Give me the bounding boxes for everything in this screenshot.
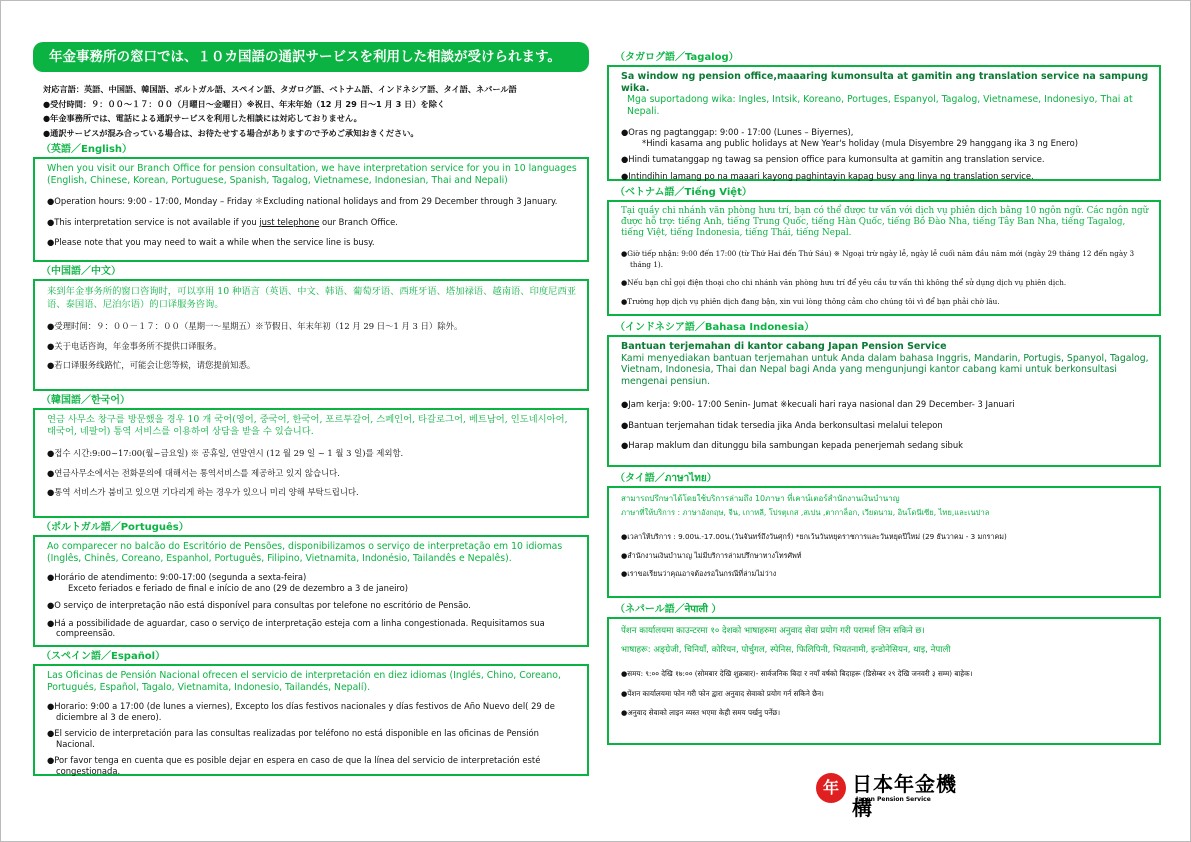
section-title-spanish: （スペイン語／Español） <box>41 651 166 662</box>
nepali-item-hours: ●समय: ९:०० देखि १७:०० (सोमबार देखि शुक्रबार)- सार्वजनिक बिदा र नयाँ वर्षको बिदाहरू (डिसेम्बर २९ देखि जनवरी ३ सम्म) बाहेक। <box>621 669 973 678</box>
korean-lead: 연금 사무소 창구를 방문했을 경우 10 개 국어(영어, 중국어, 한국어, 포르투갈어, 스페인어, 타갈로그어, 베트남어, 인도네시아어, 태국어, 네팔어) 통역 서비스를 이용하여 상담을 받을 수 있습니다. <box>47 414 568 437</box>
section-vietnamese <box>607 200 1161 316</box>
spanish-item-wait: ●Por favor tenga en cuenta que es posible dejar en espera en caso de que la línea del servicio de interpretación esté congestionada. <box>47 755 541 776</box>
spanish-item-hours: ●Horario: 9:00 a 17:00 (de lunes a viernes), Excepto los días festivos nacionales y días festivos de Año Nuevo del( 29 de diciembre al 3 de enero). <box>47 701 555 722</box>
nepali-item-wait: ●अनुवाद सेवाको लाइन व्यस्त भएमा केही समय पर्खनु पर्नेछ। <box>621 708 781 717</box>
section-indonesian <box>607 335 1161 467</box>
indonesian-item-hours: ●Jam kerja: 9:00- 17:00 Senin- Jumat ※kecuali hari raya nasional dan 29 December- 3 Januari <box>621 399 1015 409</box>
indonesian-item-phone: ●Bantuan terjemahan tidak tersedia jika Anda berkonsultasi melalui telepon <box>621 419 943 430</box>
thai-item-hours: ●เวลาให้บริการ : 9.00น.-17.00น.(วันจันทร์ถึงวันศุกร์) *ยกเว้นวันหยุดราชการและวันหยุดปีใหม่ (29 ธันวาคม - 3 มกราคม) <box>621 532 1007 541</box>
section-chinese <box>33 279 589 391</box>
page-title-banner: 年金事務所の窓口では、１０カ国語の通訳サービスを利用した相談が受けられます。 <box>33 42 589 72</box>
section-title-tagalog: （タガログ語／Tagalog） <box>615 52 739 63</box>
portuguese-item-hours: ●Horário de atendimento: 9:00-17:00 (segunda a sexta-feira) Exceto feriados e feriado de final e início de ano (29 de dezembro a 3 de janeiro) <box>47 572 409 593</box>
vietnamese-item-wait: ●Trường hợp dịch vụ phiên dịch đang bận, xin vui lòng thông cảm cho chúng tôi vì để bạn phải chờ lâu. <box>621 296 1000 306</box>
section-title-indonesian: （インドネシア語／Bahasa Indonesia） <box>615 322 815 333</box>
section-portuguese <box>33 535 589 647</box>
section-thai <box>607 486 1161 598</box>
spanish-item-phone: ●El servicio de interpretación para las consultas realizadas por teléfono no está disponible en las oficinas de Pensión Nacional. <box>47 728 539 749</box>
intro-line: 対応言語：英語、中国語、韓国語、ポルトガル語、スペイン語、タガログ語、ベトナム語、インドネシア語、タイ語、ネパール語 <box>43 84 517 94</box>
section-title-nepali: （ネパール語／नेपाली ） <box>615 604 722 615</box>
portuguese-item-wait: ●Há a possibilidade de aguardar, caso o serviço de interpretação esteja com a linha congestionada. Requisitamos sua compreensão. <box>47 617 545 638</box>
logo-subtitle: Japan Pension Service <box>856 796 931 803</box>
section-title-english: （英語／English） <box>41 144 133 155</box>
spanish-lead: Las Oficinas de Pensión Nacional ofrecen el servicio de interpretación en diez idiomas (Inglés, Chino, Coreano, Portugués, Español, Tagalo, Vietnamita, Indonesio, Tailandés, Nepalí). <box>47 670 561 693</box>
chinese-item-phone: ●关于电话咨询，年金事务所不提供口译服务。 <box>47 340 222 351</box>
right-column <box>607 51 1161 745</box>
portuguese-lead: Ao comparecer no balcão do Escritório de Pensões, disponibilizamos o serviço de interpretação em 10 idiomas (Inglês, Chinês, Coreano, Espanhol, Português, Filipino, Vietnamita, Indonésio, Tailandês e Nepalês). <box>47 541 563 564</box>
english-item-phone: ●This interpretation service is not available if you just telephone our Branch Office. <box>47 216 398 227</box>
tagalog-item-phone: ●Hindi tumatanggap ng tawag sa pension office para kumonsulta at gamitin ang translation service. <box>621 154 1045 164</box>
korean-item-wait: ●통역 서비스가 붐비고 있으면 기다리게 하는 경우가 있으니 미리 양해 부탁드립니다. <box>47 487 359 497</box>
chinese-item-hours: ●受理时间：９：００－１７：００（星期一～星期五）※节假日、年末年初（12 月 29 日～1 月 3 日）除外。 <box>47 321 463 331</box>
nepali-lead: पेंशन कार्यालयमा काउन्टरमा १० देशको भाषाहरुमा अनुवाद सेवा प्रयोग गरी परामर्श लिन सकिने छ। <box>621 626 925 636</box>
section-english <box>33 157 589 262</box>
thai-lead: สามารถปรึกษาได้โดยใช้บริการล่ามถึง 10ภาษา ที่เคาน์เตอร์สำนักงานเงินบำนาญ <box>621 494 900 503</box>
logo-name: 日本年金機構 <box>852 772 957 820</box>
english-lead: When you visit our Branch Office for pension consultation, we have interpretation service for you in 10 languages (English, Chinese, Korean, Portuguese, Spanish, Tagalog, Vietnamese, Indonesian, Thai and Nepali) <box>47 163 577 186</box>
thai-item-phone: ●สำนักงานเงินบำนาญ ไม่มีบริการล่ามปรึกษาทางโทรศัพท์ <box>621 550 802 560</box>
thai-lead-languages: ภาษาที่ให้บริการ : ภาษาอังกฤษ, จีน, เกาหลี, โปรตุเกส ,สเปน ,ตากาล็อก, เวียดนาม, อินโดนีเซีย, ไทย,และเนปาล <box>621 508 990 517</box>
indonesian-lead: Kami menyediakan bantuan terjemahan untuk Anda dalam bahasa Inggris, Mandarin, Portugis, Spanyol, Tagalog, Vietnam, Indonesia, Thai dan Nepal bagi Anda yang mengunjungi kantor cabang kami untuk berkonsultasi mengenai pensiun. <box>621 352 1149 387</box>
jps-logo-icon: 年 <box>816 773 846 803</box>
korean-item-phone: ●연금사무소에서는 전화문의에 대해서는 통역서비스를 제공하고 있지 않습니다. <box>47 467 340 478</box>
section-title-korean: （韓国語／한국어） <box>41 395 130 406</box>
nepali-lead-languages: भाषाहरू: अङ्ग्रेजी, चिनियाँ, कोरियन, पोर्चुगल, स्पेनिस, फिलिपिनी, भियतनामी, इन्डोनेसियन, थाइ, नेपाली <box>621 645 951 655</box>
tagalog-lead: Sa window ng pension office,maaaring kumonsulta at gamitin ang translation service na sampung wika. <box>621 71 1149 94</box>
english-item-hours: ●Operation hours: 9:00 - 17:00, Monday – Friday ＊Excluding national holidays and from 29 December through 3 January. <box>47 196 558 206</box>
left-column <box>33 37 589 776</box>
section-korean <box>33 408 589 518</box>
section-spanish <box>33 664 589 776</box>
section-title-thai: （タイ語／ภาษาไทย） <box>615 473 717 484</box>
section-nepali <box>607 617 1161 745</box>
intro-line: ●受付時間：９：００～１７：００（月曜日～金曜日）※祝日、年末年始（12 月 29 日～1 月 3 日）を除く <box>43 98 446 109</box>
tagalog-item-wait: ●Intindihin lamang po na maaari kayong paghintayin kapag busy ang linya ng translation service. <box>621 170 1034 181</box>
japan-pension-service-logo <box>816 772 976 820</box>
tagalog-lead-languages: Mga suportadong wika: Ingles, Intsik, Koreano, Portuges, Espanyol, Tagalog, Vietnamese, Indonesiyo, Thai at Nepali. <box>627 94 1133 117</box>
vietnamese-item-phone: ●Nếu bạn chỉ gọi điện thoại cho chi nhánh văn phòng hưu trí để yêu cầu tư vấn thì không thể sử dụng dịch vụ phiên dịch. <box>621 278 1067 287</box>
portuguese-item-phone: ●O serviço de interpretação não está disponível para consultas por telefone no escritório de Pensão. <box>47 600 471 610</box>
vietnamese-item-hours: ●Giờ tiếp nhận: 9:00 đến 17:00 (từ Thứ Hai đến Thứ Sáu) ※ Ngoại trừ ngày lễ, ngày lễ cuối năm đầu năm mới (ngày 29 tháng 12 đến ngày 3 tháng 1). <box>621 249 1135 269</box>
underline-phrase: just telephone <box>259 216 320 227</box>
tagalog-item-hours: ●Oras ng pagtanggap: 9:00 - 17:00 (Lunes – Biyernes), *Hindi kasama ang public holidays at New Year's holiday (mula Disyembre 29 hanggang ika 3 ng Enero) <box>621 127 1078 148</box>
english-item-wait: ●Please note that you may need to wait a while when the service line is busy. <box>47 237 375 247</box>
section-title-portuguese: （ポルトガル語／Português） <box>41 522 189 533</box>
nepali-item-phone: ●पेंशन कार्यालयमा फोन गरी फोन द्वारा अनुवाद सेवाको प्रयोग गर्न सकिने छैन। <box>621 688 824 698</box>
thai-item-wait: ●เราขอเรียนว่าคุณอาจต้องรอในกรณีที่ล่ามไม่ว่าง <box>621 569 777 578</box>
section-title-chinese: （中国語／中文） <box>41 266 121 277</box>
korean-item-hours: ●접수 시간:9:00~17:00(월~금요일) ※ 공휴일, 연말연시 (12 월 29 일 ~ 1 월 3 일)를 제외함. <box>47 448 404 458</box>
indonesian-item-wait: ●Harap maklum dan ditunggu bila sambungan kepada penerjemah sedang sibuk <box>621 440 964 450</box>
chinese-lead: 来到年金事务所的窗口咨询时，可以享用 10 种语言（英语、中文、韩语、葡萄牙语、西班牙语、塔加禄语、越南语、印度尼西亚语、泰国语、尼泊尔语）的口译服务咨询。 <box>47 286 577 310</box>
section-tagalog <box>607 65 1161 181</box>
intro-notes <box>33 82 589 140</box>
section-title-vietnamese: （ベトナム語／Tiếng Việt） <box>615 187 752 198</box>
indonesian-lead-heading: Bantuan terjemahan di kantor cabang Japan Pension Service <box>621 341 947 352</box>
chinese-item-wait: ●若口译服务线路忙，可能会让您等候，请您提前知悉。 <box>47 360 256 370</box>
intro-line: ●通訳サービスが混み合っている場合は、お待たせする場合がありますので予めご承知おきください。 <box>43 127 419 138</box>
vietnamese-lead: Tại quầy chi nhánh văn phòng hưu trí, bạn có thể được tư vấn với dịch vụ phiên dịch bằng 10 ngôn ngữ. Các ngôn ngữ được hỗ trợ: tiếng Anh, tiếng Trung Quốc, tiếng Hàn Quốc, tiếng Bồ Đào Nha, tiếng Tây Ban Nha, tiếng Tagalog, tiếng Việt, tiếng Indonesia, tiếng Thái, tiếng Nepal. <box>621 206 1149 238</box>
intro-line: ●年金事務所では、電話による通訳サービスを利用した相談には対応しておりません。 <box>43 113 362 123</box>
